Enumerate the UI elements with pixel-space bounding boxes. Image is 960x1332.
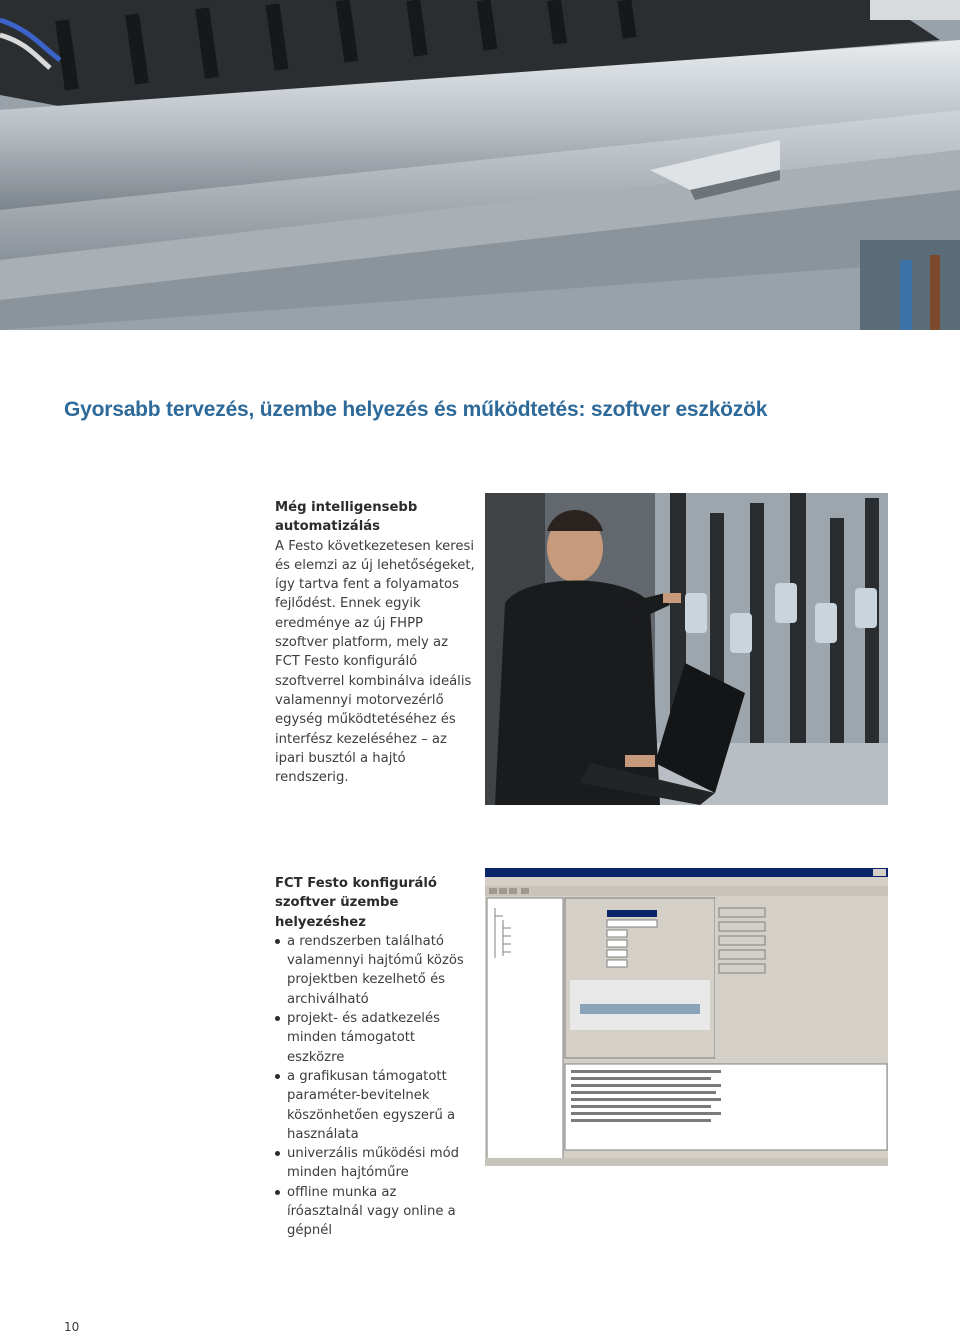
header-photo-machine-rail [0,0,960,330]
page-number: 10 [64,1320,80,1332]
feature-list-item: a rendszerben található valamennyi hajtómű közös projektben kezelhető és archiválható [275,932,475,1009]
feature-list [275,932,475,1241]
section-2-heading: FCT Festo konfiguráló szoftver üzembe helyezéshez [275,876,437,930]
screenshot-fct-software [485,868,888,1166]
section-fct-software [275,874,475,1241]
feature-list-item: a grafikusan támogatott paraméter-bevitelnek köszönhetően egyszerű a használata [275,1067,475,1144]
feature-list-item: projekt- és adatkezelés minden támogatott eszközre [275,1009,475,1067]
section-1-heading: Még intelligensebb automatizálás [275,500,418,535]
technician-illustration [485,493,888,805]
feature-list-item: univerzális működési mód minden hajtóműre [275,1144,475,1183]
page-title: Gyorsabb tervezés, üzembe helyezés és működtetés: szoftver eszközök [64,398,768,421]
section-1-body: A Festo következetesen keresi és elemzi az új lehetőségeket, így tartva fent a folyamatos fejlődést. Ennek egyik eredménye az új FHPP szoftver platform, mely az FCT Festo konfiguráló szoftverrel kombinálva ideális valamennyi motorvezérlő egység működtetéséhez és interfész kezeléséhez – az ipari busztól a hajtó rendszerig. [275,538,475,786]
feature-list-item: offline munka az íróasztalnál vagy online a gépnél [275,1183,475,1241]
photo-technician-laptop [485,493,888,805]
software-window-illustration [485,868,888,1166]
machine-rail-illustration [0,0,960,330]
section-intelligent-automation [275,498,475,787]
